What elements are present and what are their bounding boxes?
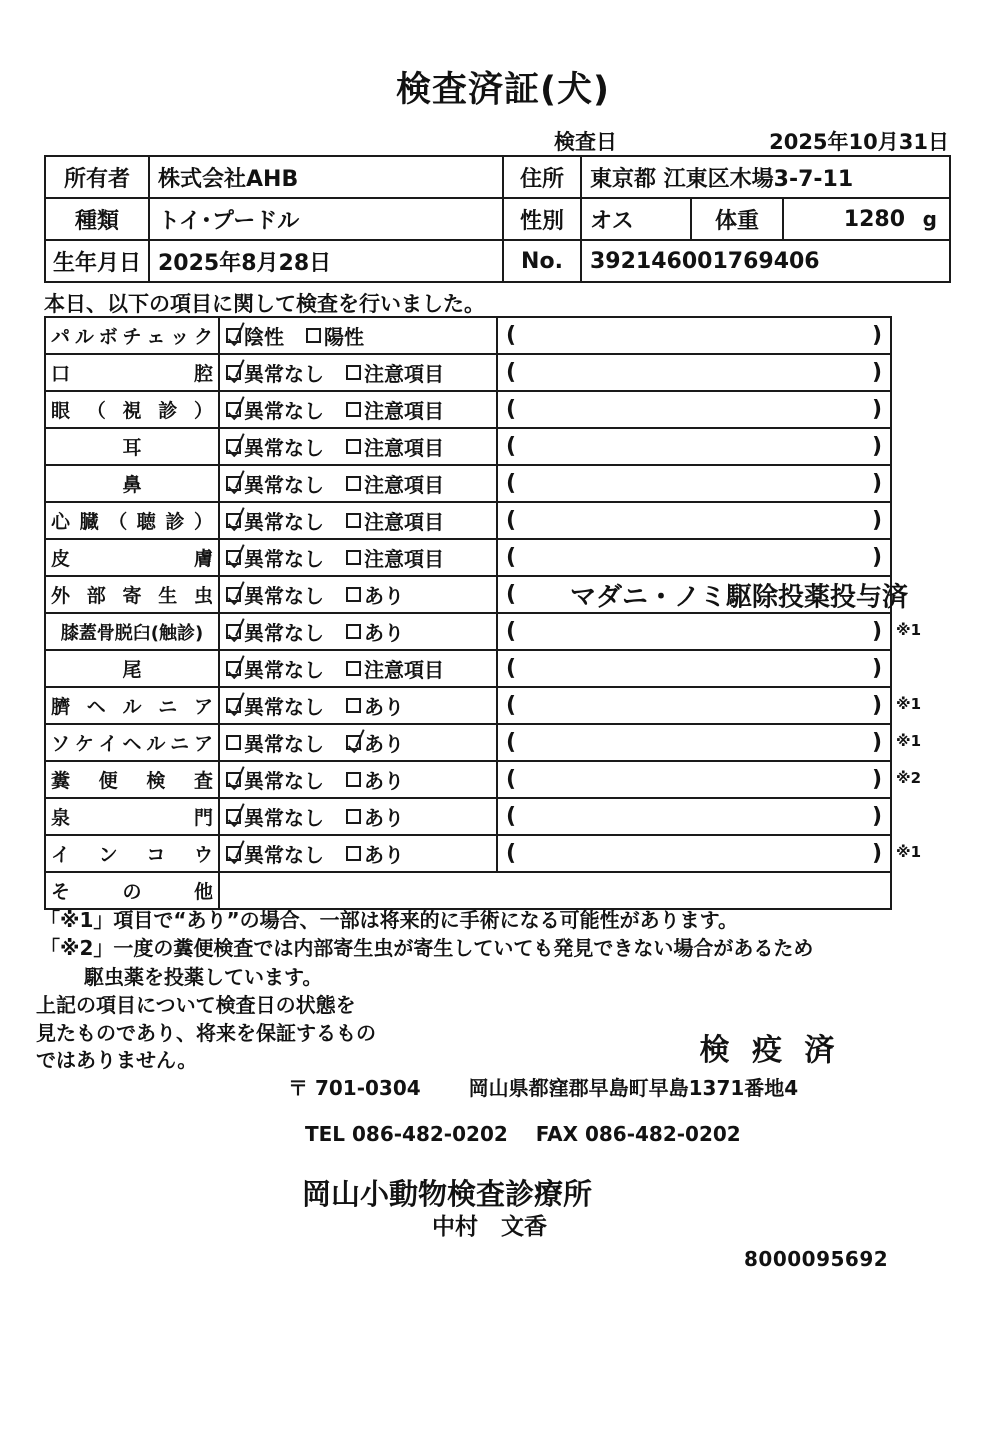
checkbox-empty-icon[interactable] — [346, 698, 361, 713]
checkbox-checked-icon[interactable] — [226, 476, 241, 491]
weight-cell — [783, 198, 950, 240]
checkbox-option[interactable] — [226, 469, 324, 498]
checklist-note-cell[interactable] — [497, 687, 891, 724]
page-title: 検査済証(犬) — [396, 70, 610, 110]
checklist-other-body[interactable] — [219, 872, 891, 909]
checklist-options — [219, 502, 497, 539]
checklist-note-cell[interactable] — [497, 317, 891, 354]
checkbox-option[interactable] — [346, 506, 444, 535]
paren-open: ( — [506, 396, 517, 422]
checkbox-label: 陽性 — [324, 325, 364, 349]
checkbox-checked-icon[interactable] — [226, 698, 241, 713]
checkbox-label: あり — [364, 843, 404, 867]
table-row — [45, 465, 891, 502]
paren-open: ( — [506, 655, 517, 681]
checkbox-label: 異常なし — [244, 658, 324, 682]
checkbox-label: 異常なし — [244, 547, 324, 571]
clinic-postal-code: 701-0304 — [314, 1076, 421, 1100]
paren-open: ( — [506, 729, 517, 755]
table-row — [45, 761, 891, 798]
checklist-note-cell[interactable] — [497, 835, 891, 872]
table-row — [45, 428, 891, 465]
checklist-row-label — [45, 798, 219, 835]
checklist-options — [219, 317, 497, 354]
checkbox-label: あり — [364, 621, 404, 645]
checkbox-option[interactable] — [346, 617, 404, 646]
checkbox-empty-icon[interactable] — [346, 365, 361, 380]
paren-open: ( — [506, 803, 517, 829]
checklist-note-text: マダニ・ノミ駆除投薬投与済 — [570, 582, 909, 612]
checkbox-label: 異常なし — [244, 473, 324, 497]
footnote-mark: ※1 — [896, 695, 922, 713]
birth-value: 2025年8月28日 — [149, 240, 503, 282]
checklist-row-label-text: 鼻 — [122, 474, 142, 496]
checkbox-label: あり — [364, 769, 404, 793]
address-value: 東京都 江東区木場3-7-11 — [581, 156, 950, 198]
footnote-mark — [896, 316, 966, 353]
checkbox-checked-icon[interactable] — [226, 328, 241, 343]
checkbox-checked-icon[interactable] — [346, 735, 361, 750]
table-row — [45, 613, 891, 650]
paren-open: ( — [506, 766, 517, 792]
checkbox-label: あり — [364, 695, 404, 719]
checkbox-label: 注意項目 — [364, 436, 444, 460]
paren-open: ( — [506, 692, 517, 718]
checklist-options — [219, 576, 497, 613]
checkbox-empty-icon[interactable] — [346, 476, 361, 491]
table-row — [45, 724, 891, 761]
checkbox-empty-icon[interactable] — [346, 587, 361, 602]
checklist-row-label-text: 膝蓋骨脱臼(触診) — [60, 622, 204, 644]
address-label: 住所 — [503, 156, 581, 198]
table-row — [45, 835, 891, 872]
checklist-row-label-text: パ ル ボ チ ェ ッ ク — [51, 326, 213, 348]
checkbox-option[interactable] — [226, 728, 324, 757]
checkbox-empty-icon[interactable] — [346, 439, 361, 454]
checklist-note-cell[interactable] — [497, 576, 909, 613]
checklist-row-label — [45, 724, 219, 761]
table-row — [45, 687, 891, 724]
inspection-date-value: 2025年10月31日 — [769, 130, 949, 154]
clinic-postal-line — [288, 1072, 798, 1101]
checkbox-empty-icon[interactable] — [346, 846, 361, 861]
table-row — [45, 317, 891, 354]
checkbox-option[interactable] — [346, 543, 444, 572]
checkbox-label: 注意項目 — [364, 362, 444, 386]
checklist-row-label — [45, 761, 219, 798]
checkbox-label: 注意項目 — [364, 399, 444, 423]
checklist-row-label — [45, 872, 219, 909]
table-row-breed — [45, 198, 950, 240]
checklist-row-label-text: 泉 門 — [51, 807, 213, 829]
breed-value: トイ･プードル — [149, 198, 503, 240]
footnote-mark — [896, 538, 966, 575]
table-row — [45, 391, 891, 428]
paren-open: ( — [506, 581, 517, 607]
footnote-mark — [896, 501, 966, 538]
checkbox-option[interactable] — [346, 728, 404, 757]
checkbox-label: 注意項目 — [364, 510, 444, 534]
clinic-fax: FAX 086-482-0202 — [535, 1122, 741, 1146]
checklist-note-cell[interactable] — [497, 650, 891, 687]
checkbox-empty-icon[interactable] — [306, 328, 321, 343]
checkbox-label: 異常なし — [244, 510, 324, 534]
checkbox-option[interactable] — [346, 432, 444, 461]
checkbox-option[interactable] — [226, 358, 324, 387]
checkbox-option[interactable] — [226, 506, 324, 535]
checkbox-checked-icon[interactable] — [226, 809, 241, 824]
checklist-options — [219, 465, 497, 502]
checkbox-option[interactable] — [306, 321, 364, 350]
checkbox-label: 異常なし — [244, 362, 324, 386]
checklist-options — [219, 650, 497, 687]
checklist-row-label — [45, 650, 219, 687]
paren-close: ) — [871, 322, 882, 348]
table-row — [45, 354, 891, 391]
footnote-mark — [896, 427, 966, 464]
footnote-2-cont: 駆虫薬を投薬しています。 — [84, 964, 323, 989]
clinic-name: 岡山小動物検査診療所 — [302, 1177, 593, 1211]
checkbox-checked-icon[interactable] — [226, 439, 241, 454]
checkbox-label: 異常なし — [244, 621, 324, 645]
checklist-row-label-text: そ の 他 — [51, 881, 213, 903]
checklist-row-label-text: 皮 膚 — [51, 548, 213, 570]
checklist-row-label-text: 眼 （ 視 診 ） — [51, 400, 213, 422]
checkbox-label: 異常なし — [244, 399, 324, 423]
paren-open: ( — [506, 433, 517, 459]
checklist-note-cell[interactable] — [497, 798, 891, 835]
checkbox-label: 異常なし — [244, 732, 324, 756]
checklist-row-label — [45, 576, 219, 613]
checkbox-option[interactable] — [226, 321, 284, 350]
checkbox-checked-icon[interactable] — [226, 513, 241, 528]
checkbox-empty-icon[interactable] — [346, 661, 361, 676]
checkbox-option[interactable] — [226, 691, 324, 720]
footnote-mark: ※1 — [896, 843, 922, 861]
footnote-mark — [896, 649, 966, 686]
checkbox-option[interactable] — [226, 580, 324, 609]
paren-close: ) — [871, 618, 882, 644]
checkbox-empty-icon[interactable] — [346, 550, 361, 565]
checkbox-label: 陰性 — [244, 325, 284, 349]
table-row — [45, 576, 891, 613]
checklist-row-label — [45, 502, 219, 539]
checkbox-label: 注意項目 — [364, 547, 444, 571]
inspection-date-row — [44, 126, 949, 154]
checklist-row-label — [45, 687, 219, 724]
checklist-options — [219, 798, 497, 835]
intro-text: 本日、以下の項目に関して検査を行いました。 — [44, 292, 485, 316]
checkbox-label: あり — [364, 732, 404, 756]
table-row-owner — [45, 156, 950, 198]
table-row — [45, 539, 891, 576]
checkbox-label: あり — [364, 584, 404, 608]
checkbox-checked-icon[interactable] — [226, 846, 241, 861]
disclaimer — [36, 992, 456, 1075]
inspection-date-label: 検査日 — [554, 130, 617, 154]
checklist-row-label — [45, 391, 219, 428]
checkbox-label: 注意項目 — [364, 473, 444, 497]
document-number: 8000095692 — [744, 1247, 889, 1271]
checklist-row-label — [45, 539, 219, 576]
checklist-row-label-text: 尾 — [122, 659, 142, 681]
table-row — [45, 650, 891, 687]
checklist-note-cell[interactable] — [497, 465, 891, 502]
sex-label: 性別 — [503, 198, 581, 240]
checklist-note-cell[interactable] — [497, 354, 891, 391]
checklist-options — [219, 613, 497, 650]
paren-open: ( — [506, 840, 517, 866]
checklist-options — [219, 539, 497, 576]
footnote-marks-column — [896, 316, 966, 908]
checkbox-option[interactable] — [226, 395, 324, 424]
checkbox-option[interactable] — [226, 839, 324, 868]
checkbox-option[interactable] — [226, 802, 324, 831]
footnote-2: 「※2」一度の糞便検査では内部寄生虫が寄生していても発見できない場合があるため — [40, 936, 814, 961]
disclaimer-line-3: ではありません。 — [36, 1048, 198, 1073]
checkbox-option[interactable] — [226, 543, 324, 572]
disclaimer-line-1: 上記の項目について検査日の状態を — [36, 993, 356, 1017]
checklist-note-cell[interactable] — [497, 724, 891, 761]
paren-close: ) — [871, 655, 882, 681]
checklist-row-label-text: 臍 ヘ ル ニ ア — [51, 696, 213, 718]
footnote-1: 「※1」項目で“あり”の場合、一部は将来的に手術になる可能性があります。 — [40, 908, 739, 932]
veterinarian-name: 中村 文香 — [432, 1214, 547, 1240]
footnote-mark — [896, 464, 966, 501]
checkbox-option[interactable] — [346, 469, 444, 498]
checkbox-empty-icon[interactable] — [346, 513, 361, 528]
checklist-row-label-text: 心 臓 （ 聴 診 ） — [51, 511, 213, 533]
checklist-row-label — [45, 465, 219, 502]
paren-close: ) — [871, 507, 882, 533]
checklist-row-label — [45, 428, 219, 465]
checkbox-checked-icon[interactable] — [226, 402, 241, 417]
checkbox-label: 異常なし — [244, 695, 324, 719]
checkbox-checked-icon[interactable] — [226, 550, 241, 565]
checkbox-option[interactable] — [346, 839, 404, 868]
checkbox-label: 異常なし — [244, 843, 324, 867]
paren-open: ( — [506, 618, 517, 644]
paren-close: ) — [871, 433, 882, 459]
footnote-mark — [896, 575, 966, 612]
checkbox-label: 注意項目 — [364, 658, 444, 682]
disclaimer-line-2: 見たものであり、将来を保証するもの — [36, 1020, 376, 1045]
paren-close: ) — [871, 544, 882, 570]
checklist-options — [219, 724, 497, 761]
paren-open: ( — [506, 507, 517, 533]
weight-label: 体重 — [691, 198, 783, 240]
checkbox-label: 異常なし — [244, 584, 324, 608]
clinic-contact-line — [305, 1122, 741, 1146]
checkbox-empty-icon[interactable] — [226, 735, 241, 750]
footnote-mark: ※1 — [896, 621, 922, 639]
paren-close: ) — [871, 803, 882, 829]
owner-value: 株式会社AHB — [149, 156, 503, 198]
checkbox-label: 異常なし — [244, 806, 324, 830]
checkbox-option[interactable] — [346, 358, 444, 387]
sex-value: オス — [581, 198, 691, 240]
checkbox-checked-icon[interactable] — [226, 624, 241, 639]
checkbox-empty-icon[interactable] — [346, 809, 361, 824]
checkbox-label: 異常なし — [244, 436, 324, 460]
paren-open: ( — [506, 470, 517, 496]
table-row-birth — [45, 240, 950, 282]
checkbox-option[interactable] — [346, 395, 444, 424]
checklist-note-cell[interactable] — [497, 428, 891, 465]
checkbox-label: あり — [364, 806, 404, 830]
checkbox-option[interactable] — [226, 432, 324, 461]
footnote-mark — [896, 797, 966, 834]
quarantine-stamp: 検 疫 済 — [699, 1033, 841, 1068]
checklist-options — [219, 687, 497, 724]
checklist-row-label — [45, 613, 219, 650]
paren-open: ( — [506, 322, 517, 348]
weight-unit: g — [922, 206, 937, 231]
footnote-mark — [896, 353, 966, 390]
checkbox-option[interactable] — [346, 654, 444, 683]
paren-close: ) — [871, 359, 882, 385]
checklist-table — [44, 316, 909, 910]
checkbox-option[interactable] — [226, 654, 324, 683]
owner-label: 所有者 — [45, 156, 149, 198]
weight-value: 1280 — [843, 206, 905, 232]
paren-close: ) — [871, 766, 882, 792]
no-value: 392146001769406 — [581, 240, 950, 282]
footnote-mark: ※2 — [896, 769, 922, 787]
clinic-address: 岡山県都窪郡早島町早島1371番地4 — [468, 1076, 799, 1100]
paren-close: ) — [871, 470, 882, 496]
breed-label: 種類 — [45, 198, 149, 240]
checkbox-empty-icon[interactable] — [346, 624, 361, 639]
checklist-row-label — [45, 835, 219, 872]
checklist-note-cell[interactable] — [497, 613, 891, 650]
clinic-tel: TEL 086-482-0202 — [305, 1122, 508, 1146]
footnote-mark — [896, 390, 966, 427]
checkbox-option[interactable] — [346, 580, 404, 609]
footnotes — [40, 906, 920, 991]
checkbox-option[interactable] — [226, 765, 324, 794]
checkbox-checked-icon[interactable] — [226, 661, 241, 676]
checkbox-empty-icon[interactable] — [346, 402, 361, 417]
paren-close: ) — [871, 729, 882, 755]
checklist-row-label-text: 口 腔 — [51, 363, 213, 385]
checklist-row-label — [45, 354, 219, 391]
footnote-mark: ※1 — [896, 732, 922, 750]
checkbox-checked-icon[interactable] — [226, 365, 241, 380]
checkbox-label: 異常なし — [244, 769, 324, 793]
paren-close: ) — [871, 396, 882, 422]
no-label: No. — [503, 240, 581, 282]
table-row — [45, 502, 891, 539]
paren-open: ( — [506, 544, 517, 570]
checklist-note-cell[interactable] — [497, 391, 891, 428]
checklist-row-label-text: 糞 便 検 査 — [51, 770, 213, 792]
checklist-row-label-text: イ ン コ ウ — [51, 844, 213, 866]
table-row — [45, 798, 891, 835]
checklist-options — [219, 761, 497, 798]
checklist-row-label-text: 外 部 寄 生 虫 — [51, 585, 213, 607]
header-info-table — [44, 155, 949, 283]
birth-label: 生年月日 — [45, 240, 149, 282]
checklist-row-label-text: 耳 — [122, 437, 142, 459]
checkbox-checked-icon[interactable] — [226, 587, 241, 602]
paren-close: ) — [871, 840, 882, 866]
checkbox-checked-icon[interactable] — [226, 772, 241, 787]
checkbox-option[interactable] — [346, 802, 404, 831]
checklist-options — [219, 391, 497, 428]
checklist-note-cell[interactable] — [497, 761, 891, 798]
checklist-row-label — [45, 317, 219, 354]
checkbox-option[interactable] — [346, 691, 404, 720]
checklist-row-label-text: ソ ケ イ ヘ ル ニ ア — [51, 733, 213, 755]
postal-mark-icon: 〒 — [288, 1076, 308, 1100]
checkbox-option[interactable] — [346, 765, 404, 794]
checklist-options — [219, 835, 497, 872]
paren-open: ( — [506, 359, 517, 385]
checklist-options — [219, 428, 497, 465]
checklist-note-cell[interactable] — [497, 502, 891, 539]
footnote-mark — [896, 871, 966, 908]
checkbox-option[interactable] — [226, 617, 324, 646]
checklist-note-cell[interactable] — [497, 539, 891, 576]
checkbox-empty-icon[interactable] — [346, 772, 361, 787]
table-row — [45, 872, 891, 909]
paren-close: ) — [871, 692, 882, 718]
checklist-options — [219, 354, 497, 391]
